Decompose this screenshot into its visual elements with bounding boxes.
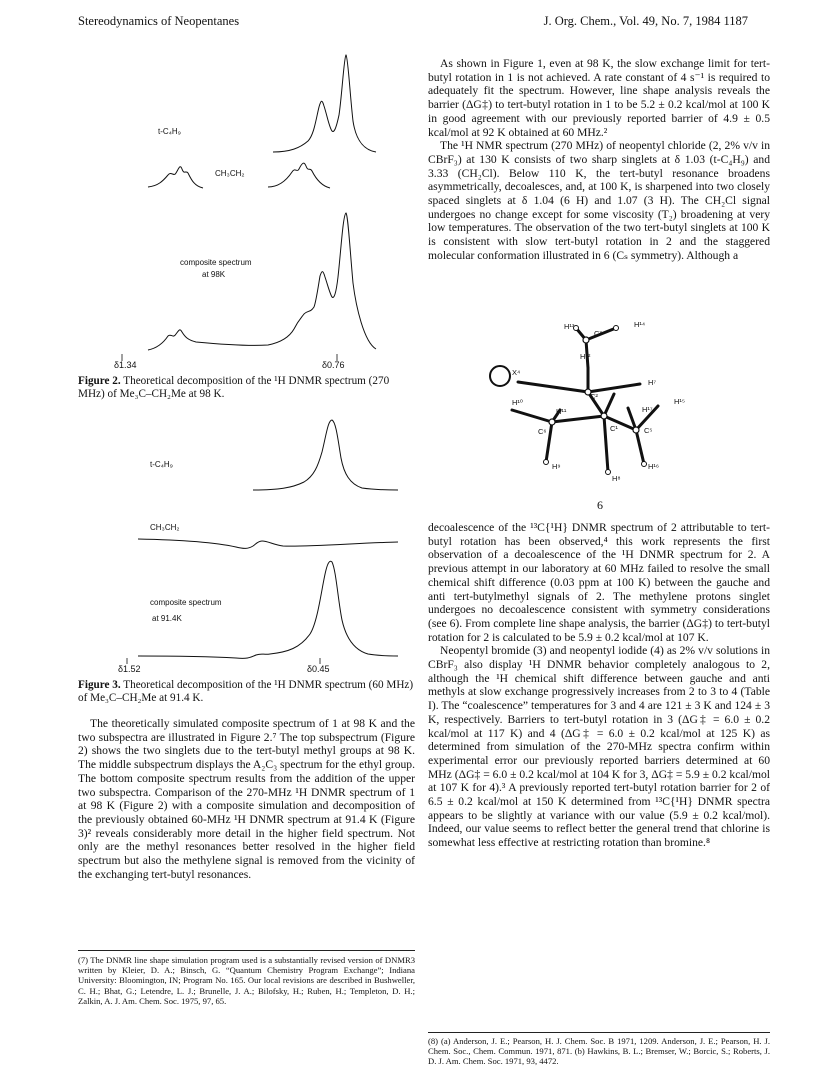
right-paragraph-3: decoalescence of the ¹³C{¹H} DNMR spectrum of 2 attributable to tert-butyl rotation has been observed,⁴ this work represents the first observation of a decoalescence of the ¹H DNMR spectrum for 2. A previous attempt in our laboratory at 60 MHz failed to resolve the small chemical shift difference (0.03 ppm at 100 K) between the gauche and anti tert-butylmethyl signals of 2. The methylene protons singlet undergoes no decoalescence consistent with symmetry considerations (see 6). From complete line shape analysis, the barrier (ΔG‡) to tert-butyl rotation for 2 is calculated to be 5.9 ± 0.2 kcal/mol at 107 K. [428, 521, 770, 644]
fig3-ethyl-trace [138, 539, 398, 548]
footnote-rule-left [78, 950, 415, 951]
footnote-rule-right [428, 1032, 770, 1033]
running-head-left: Stereodynamics of Neopentanes [78, 14, 240, 28]
right-column-top [428, 57, 770, 263]
fig2-axis-left: δ1.34 [114, 360, 137, 370]
atom-h15: H¹⁵ [674, 397, 686, 406]
figure-3-caption [78, 679, 415, 705]
atom-h7: H⁷ [648, 378, 657, 387]
fig3-label-ethyl: CH₃CH₂ [150, 523, 180, 532]
fig2-axis-right: δ0.76 [322, 360, 345, 370]
right-column-bottom [428, 521, 770, 850]
figure-3-spectra [78, 410, 418, 665]
fig3-tbu-trace [253, 420, 398, 490]
fig2-label-composite: composite spectrum [180, 258, 252, 267]
atom-h14: H¹⁴ [634, 320, 646, 329]
fig3-axis-left: δ1.52 [118, 664, 141, 674]
fig3-axis-right: δ0.45 [307, 664, 330, 674]
atom-h11: H¹¹ [556, 407, 567, 416]
fig2-ethyl-trace-right [268, 163, 330, 188]
figure-2-caption [78, 375, 415, 401]
fig2-label-temp: at 98K [202, 270, 226, 279]
atom-h17: H¹⁷ [642, 405, 653, 414]
footnote-7: (7) The DNMR line shape simulation program used is a substantially revised version of DNMR3 written by Kleier, D. A.; Binsch, G. “Quantum Chemistry Program Exchange”; Indiana University: Bloomington, IN; Program No. 165. Our local revisions are described in Bushweller, C. H.; Bhat, G.; Letendre, L. J.; Brunelle, J. A.; Bilofsky, H.; Ruben, H.; Templeton, D. H.; Zalkin, A. J. Am. Chem. Soc. 1975, 97, 65. [78, 955, 415, 1006]
right-paragraph-4: Neopentyl bromide (3) and neopentyl iodide (4) as 2% v/v solutions in CBrF₃ also display ¹H DNMR behavior completely analogous to 2, although the ¹H chemical shift difference between gauche and anti methyls at slow exchange progressively increases from 2 to 3 to 4 (Table I). The “coalescence” temperatures for 3 and 4 are 121 ± 3 K and 124 ± 3 K, respectively. Barriers to tert-butyl rotation in 3 (ΔG‡ = 6.0 ± 0.2 kcal/mol at 117 K) and 4 (ΔG‡ = 6.0 ± 0.2 kcal/mol at 125 K) as determined from simulation of the 270-MHz spectra confirm within experimental error our previously reported barriers determined at 60 MHz (ΔG‡ = 6.0 ± 0.2 kcal/mol at 104 K for 3, ΔG‡ = 5.9 ± 0.2 kcal/mol at 107 K for 4).³ A previously reported tert-butyl rotation barrier for 2 of 6.5 ± 0.2 kcal/mol at 150 K determined from ¹³C{¹H} DNMR spectra appears to be slightly at variance with our value (5.9 ± 0.2 kcal/mol). Indeed, our value seems to reflect better the general trend that chlorine is somewhat less effective at restricting rotation than bromine.⁸ [428, 644, 770, 850]
atom-x4: X⁴ [512, 368, 521, 377]
atom-h8: H⁸ [612, 474, 621, 483]
figure-3-caption-head: Figure 3. [78, 679, 121, 691]
fig2-ethyl-trace [148, 167, 203, 188]
atom-c2: C² [590, 392, 598, 401]
figure-2-caption-head: Figure 2. [78, 375, 121, 387]
structure-number: 6 [597, 498, 603, 512]
running-head-right: J. Org. Chem., Vol. 49, No. 7, 1984 1187 [543, 14, 748, 28]
atom-c5: C⁵ [644, 426, 653, 435]
atom-c6: C⁶ [538, 427, 547, 436]
fig3-composite-trace [138, 561, 398, 658]
fig2-label-tbu: t-C₄H₉ [158, 127, 181, 136]
fig2-label-ethyl: CH₃CH₂ [215, 169, 245, 178]
atom-c3: C³ [594, 329, 602, 338]
left-paragraph-1: The theoretically simulated composite spectrum of 1 at 98 K and the two subspectra are illustrated in Figure 2.⁷ The top subspectrum (Figure 2) shows the two singlets due to the tert-butyl methyl groups at 98 K. The middle subspectrum displays the A₂C₃ spectrum for the ethyl group. The bottom composite spectrum results from the addition of the upper two subspectra. Comparison of the 270-MHz ¹H DNMR spectrum of 1 at 98 K (Figure 2) with a composite simulation and decomposition of the previously obtained 60-MHz ¹H DNMR spectrum at 91.4 K (Figure 3)² reveals considerably more detail in the higher field spectrum. Not only are the methyl resonances better resolved in the higher field spectrum but also the methylene signal is removed from the vicinity of the exchanging tert-butyl resonances. [78, 717, 415, 881]
fig2-tbu-trace [273, 55, 376, 152]
fig3-label-tbu: t-C₄H₉ [150, 460, 173, 469]
fig3-label-temp: at 91.4K [152, 614, 182, 623]
atom-h13: H¹³ [564, 322, 575, 331]
atom-h16: H¹⁶ [648, 462, 660, 471]
left-column-text [78, 717, 415, 881]
atom-c1: C¹ [610, 424, 618, 433]
atom-h12: H¹² [580, 352, 591, 361]
atom-h10: H¹⁰ [512, 398, 523, 407]
figure-2-caption-text: Theoretical decomposition of the ¹H DNMR spectrum (270 MHz) of Me₃C–CH₂Me at 98 K. [78, 375, 390, 400]
atom-h9: H⁹ [552, 462, 561, 471]
figure-3-caption-text: Theoretical decomposition of the ¹H DNMR spectrum (60 MHz) of Me₃C–CH₂Me at 91.4 K. [78, 679, 414, 704]
right-paragraph-2: The ¹H NMR spectrum (270 MHz) of neopentyl chloride (2, 2% v/v in CBrF₃) at 130 K consists of two sharp singlets at δ 1.03 (t-C₄H₉) and 3.33 (CH₂Cl). Below 110 K, the tert-butyl resonance broadens asymmetrically, decoalesces, and, at 100 K, is sharpened into two closely spaced singlets at δ 1.04 (6 H) and 1.07 (3 H). The CH₂Cl signal undergoes no change except for some viscosity (T₂) broadening at very low temperatures. The observation of the two tert-butyl singlets at 100 K is consistent with slow tert-butyl rotation in 2 and the staggered molecular conformation illustrated in 6 (Cₛ symmetry). Although a [428, 139, 770, 262]
footnote-8: (8) (a) Anderson, J. E.; Pearson, H. J. Chem. Soc. B 1971, 1209. Anderson, J. E.; Pearson, H. J. Chem. Soc., Chem. Commun. 1971, 871. (b) Hawkins, B. L.; Bremser, W.; Borcic, S.; Roberts, J. D. J. Am. Chem. Soc. 1971, 93, 4472. [428, 1036, 770, 1067]
fig2-composite-trace [148, 213, 376, 350]
fig3-label-composite: composite spectrum [150, 598, 222, 607]
figure-2-spectra [78, 45, 418, 375]
right-paragraph-1: As shown in Figure 1, even at 98 K, the slow exchange limit for tert-butyl rotation in 1 is not achieved. A rate constant of 4 s⁻¹ is required to adequately fit the spectrum. However, line shape analysis reveals the barrier (ΔG‡) to tert-butyl rotation in 1 to be 5.2 ± 0.2 kcal/mol at 100 K in good agreement with our previously reported barrier of 4.9 ± 0.5 kcal/mol at 92 K obtained at 60 MHz.² [428, 57, 770, 139]
